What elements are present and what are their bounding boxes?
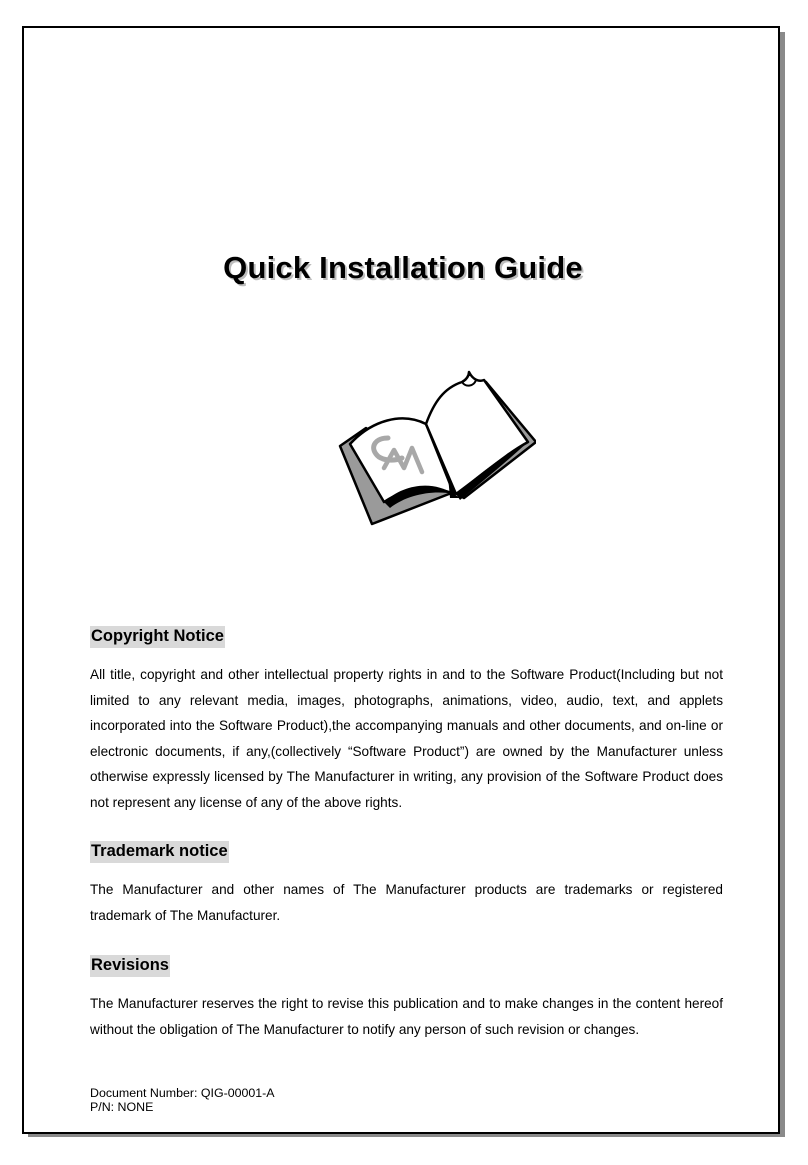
document-number: Document Number: QIG-00001-A	[90, 1086, 275, 1100]
document-title: Quick Installation Guide	[223, 250, 583, 285]
page-shadow-right	[780, 32, 785, 1136]
document-footer	[90, 1086, 275, 1114]
part-number: P/N: NONE	[90, 1100, 154, 1114]
section-body-revisions: The Manufacturer reserves the right to revise this publication and to make changes in the content hereof without the obligation of The Manufacturer to notify any person of such revision or changes.	[90, 996, 723, 1037]
section-body-trademark: The Manufacturer and other names of The Manufacturer products are trademarks or registered trademark of The Manufacturer.	[90, 882, 723, 923]
section-heading-revisions: Revisions	[90, 955, 170, 977]
section-heading-trademark: Trademark notice	[90, 841, 229, 863]
section-heading-copyright: Copyright Notice	[90, 626, 225, 648]
page-frame	[22, 26, 780, 1134]
open-book-icon	[336, 368, 536, 528]
section-body-copyright: All title, copyright and other intellectual property rights in and to the Software Product(Including but not limited to any relevant media, images, photographs, animations, video, audio, text, and applets incorporated into the Software Product),the accompanying manuals and other documents, and on-line or electronic documents, if any,(collectively “Software Product”) are owned by the Manufacturer unless otherwise expressly licensed by The Manufacturer in writing, any provision of the Software Product does not represent any license of any of the above rights.	[90, 667, 723, 810]
